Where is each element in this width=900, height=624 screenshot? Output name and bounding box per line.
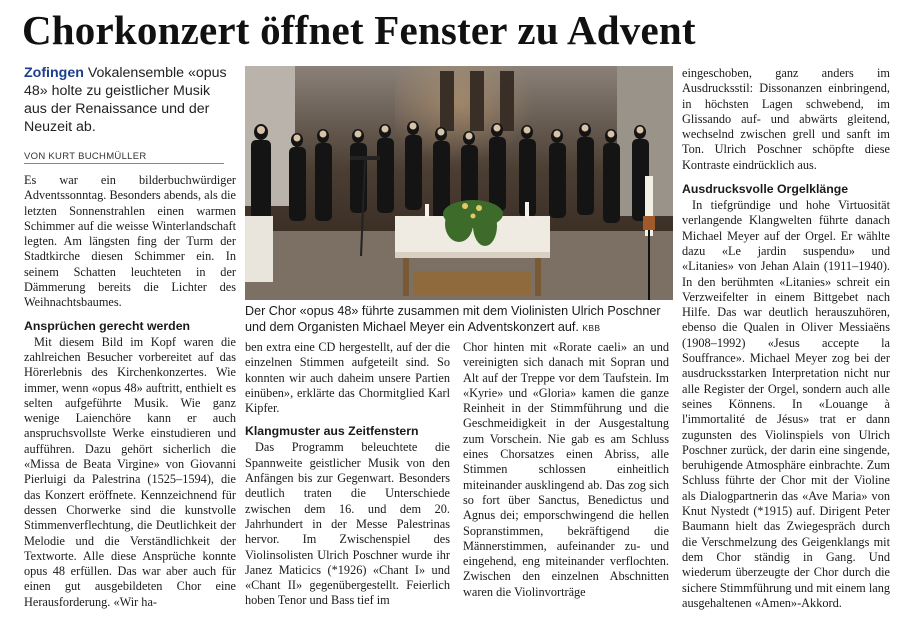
lead-place: Zofingen xyxy=(24,65,84,81)
byline: VON KURT BUCHMÜLLER xyxy=(24,151,224,164)
paragraph: In tiefgründige und hohe Virtuosität verlangende Klangwelten führte danach Michael Meyer auf der Orgel. Er wählte dazu «Le jardin suspendu» und «Litanies» von Jehan Alain (1911–1940). In den berühmten «Litanies» schreit ein Verzweifelter in einem Bittgebet nach Hilfe. Das war deutlich herauszuhören, ebenso die Qualen in Oliver Messiaëns (1908–1992) «Jesus accepte la Souffrance». Michael Meyer zog bei der ausdrucksstarken Interpretation nicht nur alle Register der Orgel, sondern auch alle seines Könnens. In «Louange à l'immortalité de Jésus» trat er dann zugunsten des Violinspiels von Ulrich Poschner zurück, der darin eine singende, beruhigende Atmosphäre einbrachte. Zum Schluss führte der Chor mit der Violine als Dialogpartnerin das «Ave Maria» von Knut Nystedt (*1915) auf. Dirigent Peter Baumann hielt das Zwiegespräch durch die Verschmelzung des Geigenklangs mit dem Chor ständig in Gang. Und wiederum überzeugte der Chor durch die sichere Stimmführung und mit einem lang ausgehaltenen «Amen»-Akkord. xyxy=(682,198,890,610)
paragraph: ben extra eine CD hergestellt, auf der die einzelnen Stimmen aufgeteilt sind. So konnten wir auch daheim unsere Partien einüben», erklärte das Chormitglied Karl Kipfer. xyxy=(245,340,450,416)
article-column-3 xyxy=(463,340,669,600)
choir-in-church-image xyxy=(245,66,673,300)
paragraph: eingeschoben, ganz anders im Ausdrucksstil: Dissonanzen einbringend, in höchsten Lagen schwebend, im Glissando auf- und abwärts gleitend, wechselnd zwischen grell und sanft im Ton. Ulrich Poschner schöpfte diese Kontraste eindrücklich aus. xyxy=(682,66,890,172)
caption-text: Der Chor «opus 48» führte zusammen mit dem Violinisten Ulrich Poschner und dem Organisten Michael Meyer ein Adventskonzert auf. xyxy=(245,304,661,334)
article-column-2 xyxy=(245,340,450,609)
photo-caption xyxy=(245,304,673,336)
paragraph: Mit diesem Bild im Kopf waren die zahlreichen Besucher vorbereitet auf das Hörerlebnis des Kirchenkonzertes. Wie immer, wenn «opus 48» auftritt, enthielt es selten aufgeführte Musik. Wie ganz wenige Laienchöre kann er auch anspruchsvollste Werke einstudieren und aufführen. Dazu gehört sicherlich die «Missa de Beata Virgine» von Giovanni Pierluigi da Palestrina (1525–1594), die das Konzert eröffnete. Kennzeichnend für dessen Chorwerke sind die kunstvolle Stimmenverflechtung, die Deutlichkeit der Melodie und die Verständlichkeit der Textworte. Alle diese Ansprüche konnte opus 48 erfüllen. Das war aber auch für einen gut ausgebildeten Chor eine Herausforderung. «Wir ha- xyxy=(24,334,236,609)
photo-credit: KBB xyxy=(582,322,601,333)
article-column-1 xyxy=(24,173,236,610)
paragraph: Das Programm beleuchtete die Spannweite geistlicher Musik von den Anfängen bis zur Gegenwart. Besonders deutlich traten die Unterschiede zwischen dem 16. und dem 20. Jahrhundert in der Messe Palestrinas hervor. Im Zwischenspiel des Violinsolisten Ulrich Poschner wurde ihr Janez Maticics (*1926) «Chant I» und «Chant II» gegenübergestellt. Feierlich hoben Tenor und Bass tief im xyxy=(245,440,450,608)
concert-photo xyxy=(245,66,673,300)
lead-text: Vokalensemble «opus 48» holte zu geistlicher Musik aus der Renaissance und der Neuzeit ab. xyxy=(24,65,227,135)
subheading: Ausdrucksvolle Orgelklänge xyxy=(682,182,849,197)
paragraph: Es war ein bilderbuchwürdiger Adventssonntag. Besonders abends, als die letzten Sonnenstrahlen einen warmen Schimmer auf die weisse Winterlandschaft legten. Am längsten fing der Turm der Stadtkirche diesen Schimmer ein. In seinem Schatten leuchteten in der Dämmerung bereits die Lichter des Weihnachtsbaumes. xyxy=(24,173,236,310)
article-column-4 xyxy=(682,66,890,611)
subheading: Ansprüchen gerecht werden xyxy=(24,318,191,333)
subheading: Klangmuster aus Zeitfenstern xyxy=(245,424,419,439)
headline: Chorkonzert öffnet Fenster zu Advent xyxy=(22,7,696,53)
paragraph: Chor hinten mit «Rorate caeli» an und vereinigten sich danach mit Sopran und Alt auf der Treppe vor dem Taufstein. Im «Kyrie» und «Gloria» kamen die ganze Reinheit in der Stimmführung und die Geschmeidigkeit in der Ausgestaltung zum Vorschein. Nie gab es am Schluss eines Chorsatzes einen Abriss, alle Stimmen schlossen einheitlich miteinander ausklingend ab. Das zog sich so fort über Sanctus, Benedictus und Agnus dei; emporschwingend die hellen Sopranstimmen, bekräftigend die Männerstimmen, aufeinander zu- und eingehend, eng miteinander verflochten. Zwischen den einzelnen Abschnitten waren die Violinvorträge xyxy=(463,340,669,599)
lead-paragraph xyxy=(24,64,234,136)
